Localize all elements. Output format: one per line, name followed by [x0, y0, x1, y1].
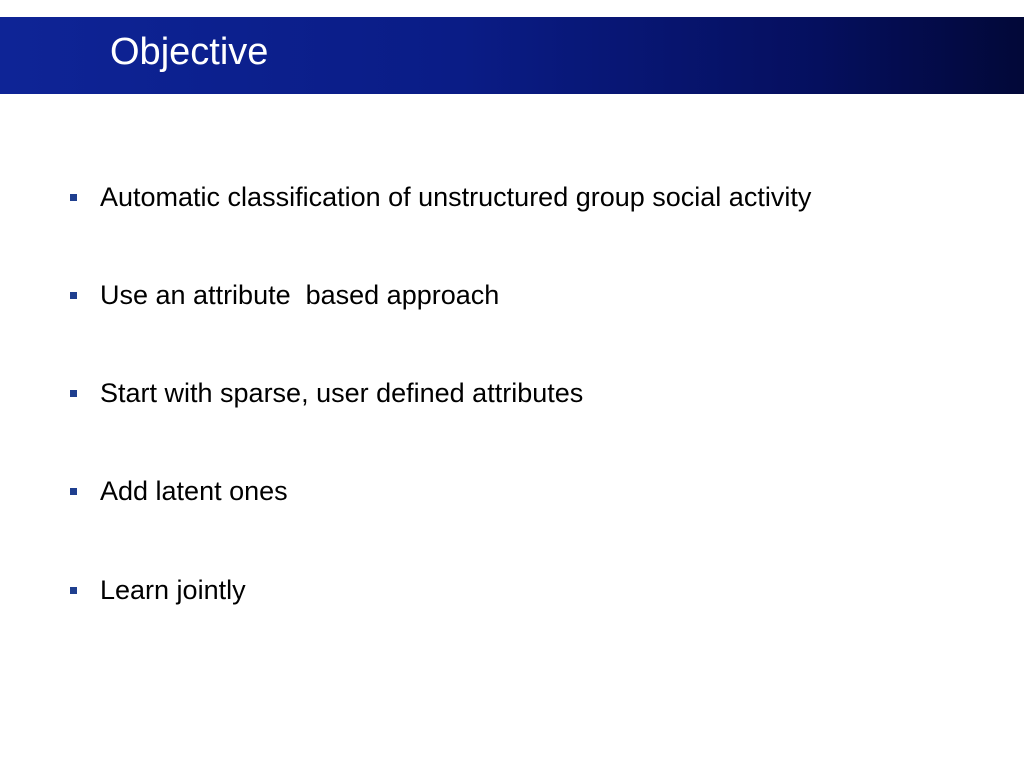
- square-bullet-icon: [70, 390, 77, 397]
- bullet-item: [70, 572, 246, 608]
- bullet-text: Learn jointly: [100, 574, 246, 605]
- bullet-text: Add latent ones: [100, 475, 288, 506]
- bullet-text: Automatic classification of unstructured group social activity: [100, 181, 812, 212]
- bullet-item: [70, 179, 811, 215]
- bullet-item: [70, 473, 288, 509]
- bullet-text: Use an attribute based approach: [100, 279, 500, 310]
- slide-title: Objective: [110, 31, 269, 73]
- square-bullet-icon: [70, 587, 77, 594]
- bullet-text: Start with sparse, user defined attributes: [100, 377, 584, 408]
- square-bullet-icon: [70, 194, 77, 201]
- square-bullet-icon: [70, 292, 77, 299]
- square-bullet-icon: [70, 488, 77, 495]
- bullet-item: [70, 277, 499, 313]
- bullet-item: [70, 375, 583, 411]
